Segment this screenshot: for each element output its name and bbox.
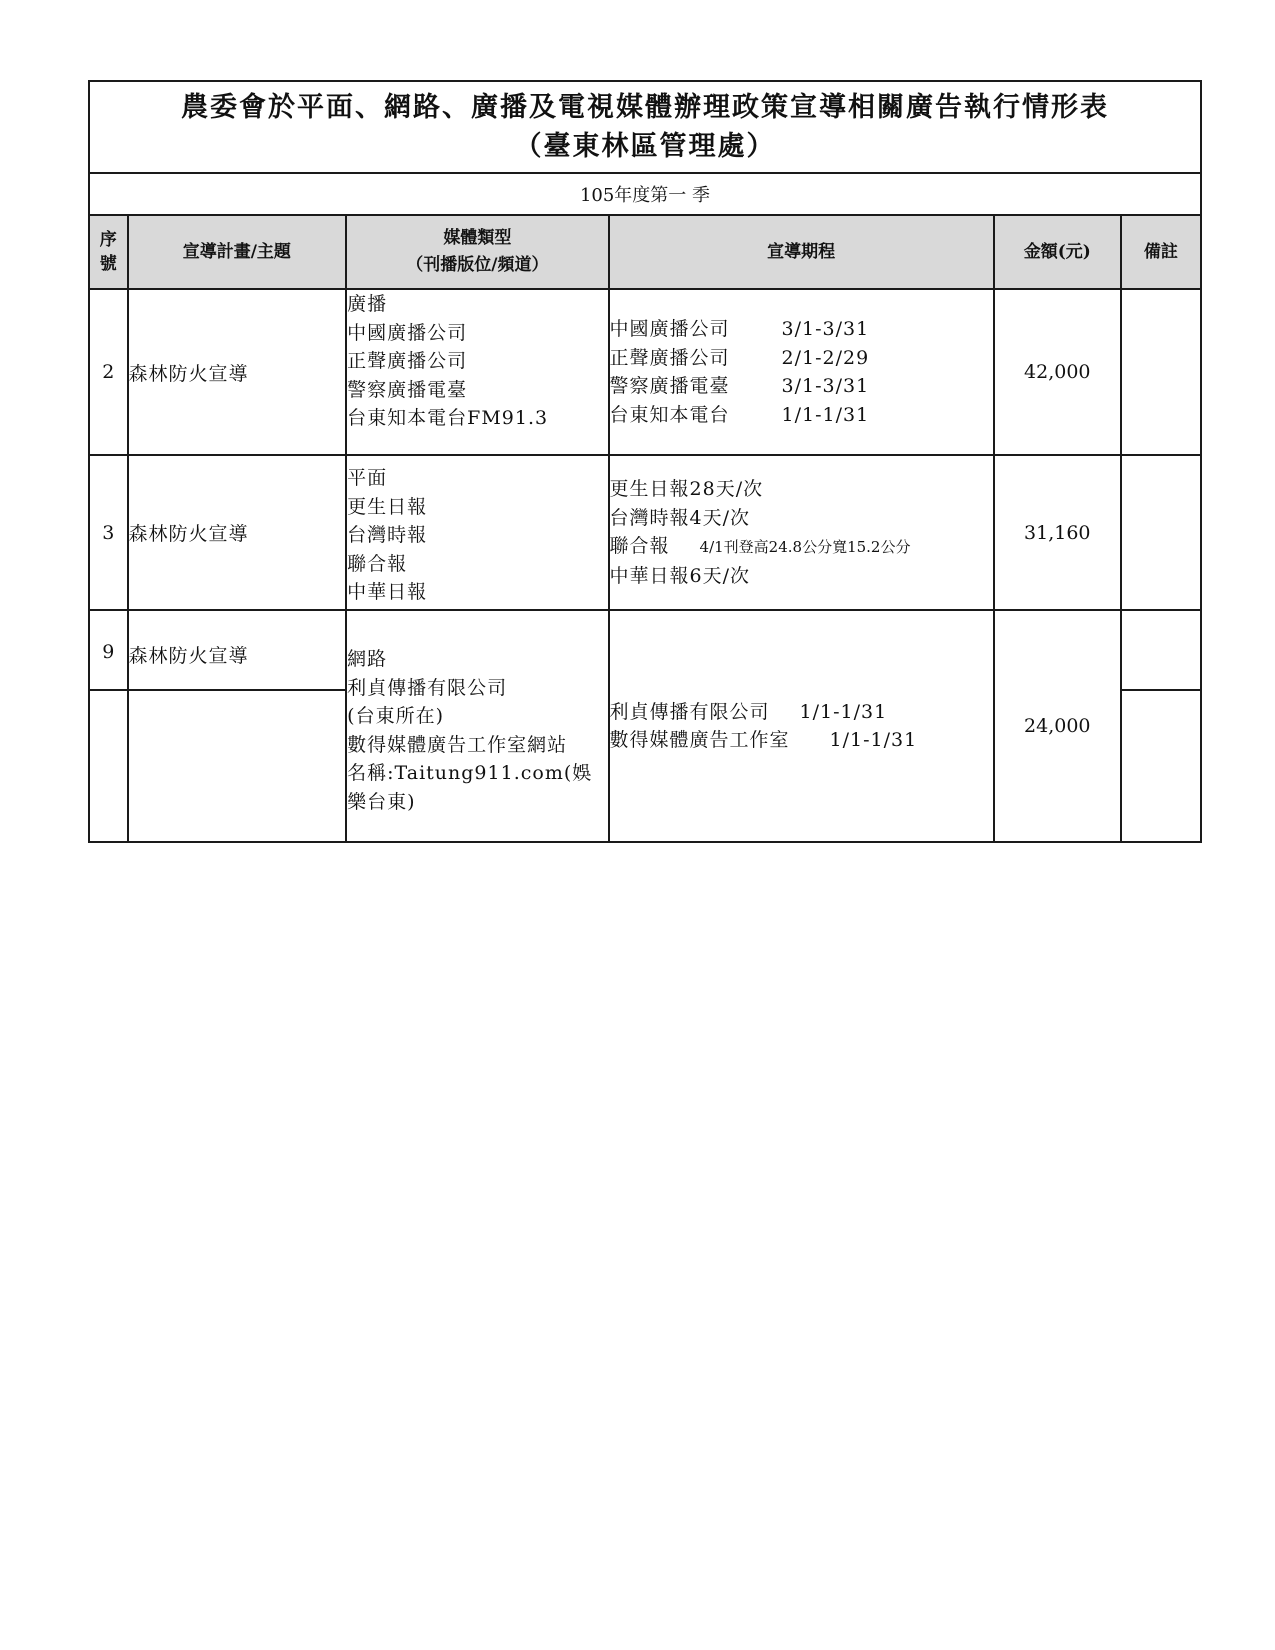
schedule-line [610,315,993,344]
schedule-line [610,504,993,533]
media-line: 中國廣播公司 [347,321,468,344]
schedule-line [610,475,993,504]
row-theme: 森林防火宣導 [128,289,347,455]
empty-cell [1121,690,1201,842]
schedule-date: 4/1刊登高24.8公分寬15.2公分 [699,538,911,556]
row-remark [1121,610,1201,690]
row-theme: 森林防火宣導 [128,455,347,610]
schedule-line [610,726,993,755]
row-seq: 3 [89,455,128,610]
header-row [89,215,1201,289]
schedule-date: 2/1-2/29 [781,346,870,369]
row-amount: 24,000 [994,610,1121,842]
schedule-name: 台灣時報4天/次 [609,506,751,529]
media-line: 網路 [347,648,388,670]
schedule-name: 數得媒體廣告工作室 [609,729,790,751]
header-theme: 宣導計畫/主題 [128,215,347,289]
row-theme: 森林防火宣導 [128,610,347,690]
report-sheet [88,80,1202,843]
schedule-line [610,401,993,430]
schedule-line [610,372,993,401]
media-line: 中華日報 [347,581,428,603]
row-media [346,610,608,842]
title-cell [89,81,1201,173]
schedule-date: 3/1-3/31 [781,375,870,397]
media-line: 平面 [347,467,388,489]
media-line: 警察廣播電臺 [347,378,468,401]
media-line: 聯合報 [347,552,408,575]
media-line: 樂台東) [347,790,416,813]
media-line: 利貞傳播有限公司 [347,676,508,699]
row-seq: 9 [89,610,128,690]
header-seq [89,215,128,289]
schedule-line [610,344,993,373]
media-line: 更生日報 [347,495,428,518]
schedule-name: 台東知本電台 [609,403,730,426]
row-media [346,289,608,455]
row-remark [1121,455,1201,610]
schedule-date: 1/1-1/31 [781,403,870,426]
schedule-name: 中國廣播公司 [609,318,730,340]
schedule-line [610,562,993,591]
header-media-line1: 媒體類型 [443,228,512,248]
report-subtitle: （臺東林區管理處） [514,131,776,162]
row-schedule [609,610,994,842]
schedule-name: 正聲廣播公司 [609,346,730,369]
header-schedule: 宣導期程 [609,215,994,289]
schedule-name: 中華日報6天/次 [609,564,751,587]
row-seq: 2 [89,289,128,455]
header-amount: 金額(元) [994,215,1121,289]
schedule-line [610,698,993,727]
empty-cell [128,690,347,842]
table-row [89,289,1201,455]
table-row [89,455,1201,610]
row-amount: 31,160 [994,455,1121,610]
row-schedule [609,455,994,610]
schedule-date: 3/1-3/31 [781,318,870,340]
media-line: 台灣時報 [347,524,428,546]
report-title: 農委會於平面、網路、廣播及電視媒體辦理政策宣導相關廣告執行情形表 [181,92,1109,123]
row-amount: 42,000 [994,289,1121,455]
row-remark [1121,289,1201,455]
schedule-name: 聯合報 [609,535,670,557]
schedule-name: 利貞傳播有限公司 [609,700,770,723]
row-schedule [609,289,994,455]
empty-cell [89,690,128,842]
schedule-name: 警察廣播電臺 [609,375,730,397]
schedule-date: 1/1-1/31 [799,700,888,723]
schedule-line [610,532,993,562]
report-table [88,80,1202,843]
media-line: (台東所在) [347,705,444,727]
media-line: 廣播 [347,293,388,315]
schedule-date: 1/1-1/31 [829,729,918,751]
media-line: 台東知本電台FM91.3 [347,407,549,429]
header-seq-label: 序號 [99,230,117,274]
media-line: 名稱:Taitung911.com(娛 [347,762,593,784]
header-media [346,215,608,289]
schedule-name: 更生日報28天/次 [609,478,764,500]
row-media [346,455,608,610]
report-period: 105年度第一 季 [89,173,1201,215]
media-line: 正聲廣播公司 [347,350,468,372]
header-media-line2: （刊播版位/頻道） [406,255,549,275]
header-remark: 備註 [1121,215,1201,289]
media-line: 數得媒體廣告工作室網站 [347,733,568,756]
table-row [89,610,1201,690]
